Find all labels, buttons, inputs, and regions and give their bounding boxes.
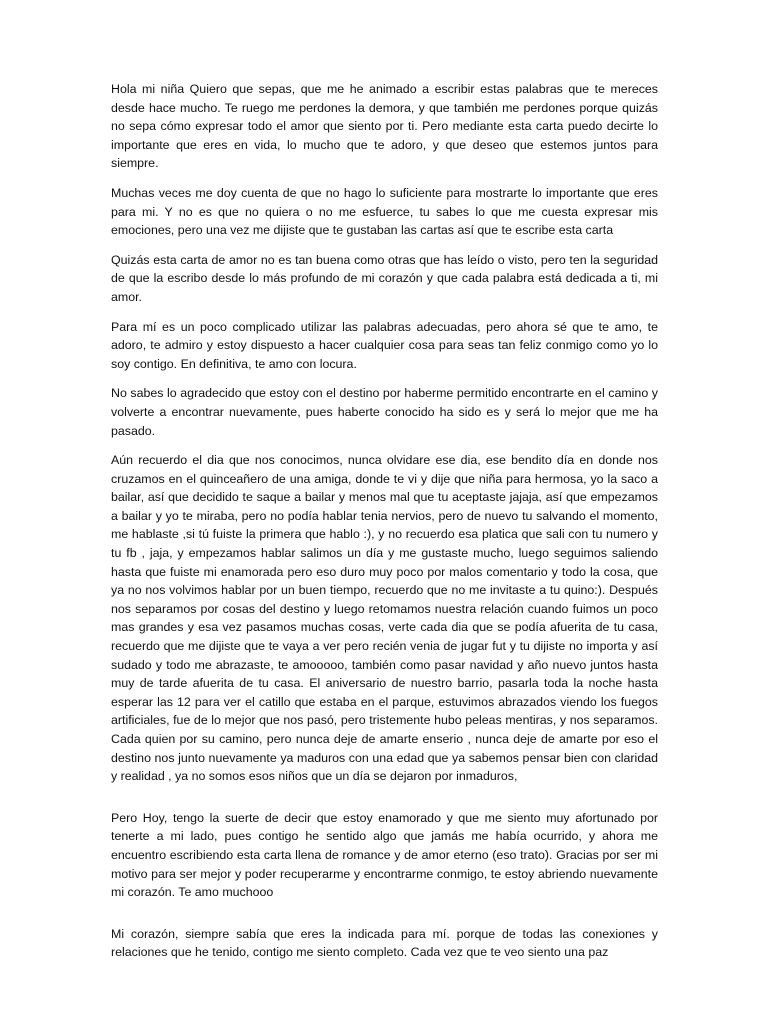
paragraph: Hola mi niña Quiero que sepas, que me he animado a escribir estas palabras que te mereces desde hace mucho. Te ruego me perdones la demora, y que también me perdones porque quizás no sepa cómo expresar todo el amor que siento por ti. Pero mediante esta carta puedo decirte lo importante que eres en vida, lo mucho que te adoro, y que deseo que estemos juntos para siempre. bbox=[111, 82, 658, 171]
paragraph: No sabes lo agradecido que estoy con el destino por haberme permitido encontrarte en el camino y volverte a encontrar nuevamente, pues haberte conocido ha sido es y será lo mejor que me ha pasado. bbox=[111, 386, 658, 438]
paragraph: Quizás esta carta de amor no es tan buena como otras que has leído o visto, pero ten la seguridad de que la escribo desde lo más profundo de mi corazón y que cada palabra está dedicada a ti, mi amor. bbox=[111, 252, 658, 304]
paragraph: Pero Hoy, tengo la suerte de decir que estoy enamorado y que me siento muy afortunado por tenerte a mi lado, pues contigo he sentido algo que jamás me había ocurrido, y ahora me encuentro escribiendo esta carta llena de romance y de amor eterno (eso trato). Gracias por ser mi motivo para ser mejor y poder recuperarme y encontrarme conmigo, te estoy abriendo nuevamente mi corazón. Te amo muchooo bbox=[111, 810, 658, 900]
letter-body bbox=[111, 80, 658, 973]
paragraph: Mi corazón, siempre sabía que eres la indicada para mí. porque de todas las conexiones y relaciones que he tenido, contigo me siento completo. Cada vez que te veo siento una paz bbox=[111, 926, 658, 960]
paragraph: Aún recuerdo el dia que nos conocimos, nunca olvidare ese dia, ese bendito día en donde nos cruzamos en el quinceañero de una amiga, donde te vi y dije que niña para hermosa, yo la saco a bailar, así que decidido te saque a bailar y menos mal que tu aceptaste jajaja, así que empezamos a bailar y yo te miraba, pero no podía hablar tenia nervios, pero de nuevo tu salvando el momento, me hablaste ,si tú fuiste la primera que hablo :), y no recuerdo esa platica que sali con tu numero y tu fb , jaja, y empezamos hablar salimos un día y me gustaste mucho, luego seguimos saliendo hasta que fuiste mi enamorada pero eso duro muy poco por malos comentario y todo la cosa, que ya no nos volvimos hablar por un buen tiempo, recuerdo que no me invitaste a tu quino:). Después nos separamos por cosas del destino y luego retomamos nuestra relación cuando fuimos un poco mas grandes y esa vez pasamos muchas cosas, verte cada dia que se podía afuerita de tu casa, recuerdo que me dijiste que te vaya a ver pero recién venia de jugar fut y tu dijiste no importa y así sudado y todo me abrazaste, te amooooo, también como pasar navidad y año nuevo juntos hasta muy de tarde afuerita de tu casa. El aniversario de nuestro barrio, pasarla toda la noche hasta esperar las 12 para ver el catillo que estaba en el parque, estuvimos abrazados viendo los fuegos artificiales, fue de lo mejor que nos pasó, pero tristemente hubo peleas mentiras, y nos separamos. Cada quien por su camino, pero nunca deje de amarte enserio , nunca deje de amarte por eso el destino nos junto nuevamente ya maduros con una edad que ya sabemos pensar bien con claridad y realidad , ya no somos esos niños que un día se dejaron por inmaduros, bbox=[111, 453, 658, 784]
paragraph: Para mí es un poco complicado utilizar las palabras adecuadas, pero ahora sé que te amo, te adoro, te admiro y estoy dispuesto a hacer cualquier cosa para seas tan feliz conmigo como yo lo soy contigo. En definitiva, te amo con locura. bbox=[111, 319, 658, 371]
paragraph: Muchas veces me doy cuenta de que no hago lo suficiente para mostrarte lo importante que eres para mi. Y no es que no quiera o no me esfuerce, tu sabes lo que me cuesta expresar mis emociones, pero una vez me dijiste que te gustaban las cartas así que te escribe esta carta bbox=[111, 185, 658, 238]
